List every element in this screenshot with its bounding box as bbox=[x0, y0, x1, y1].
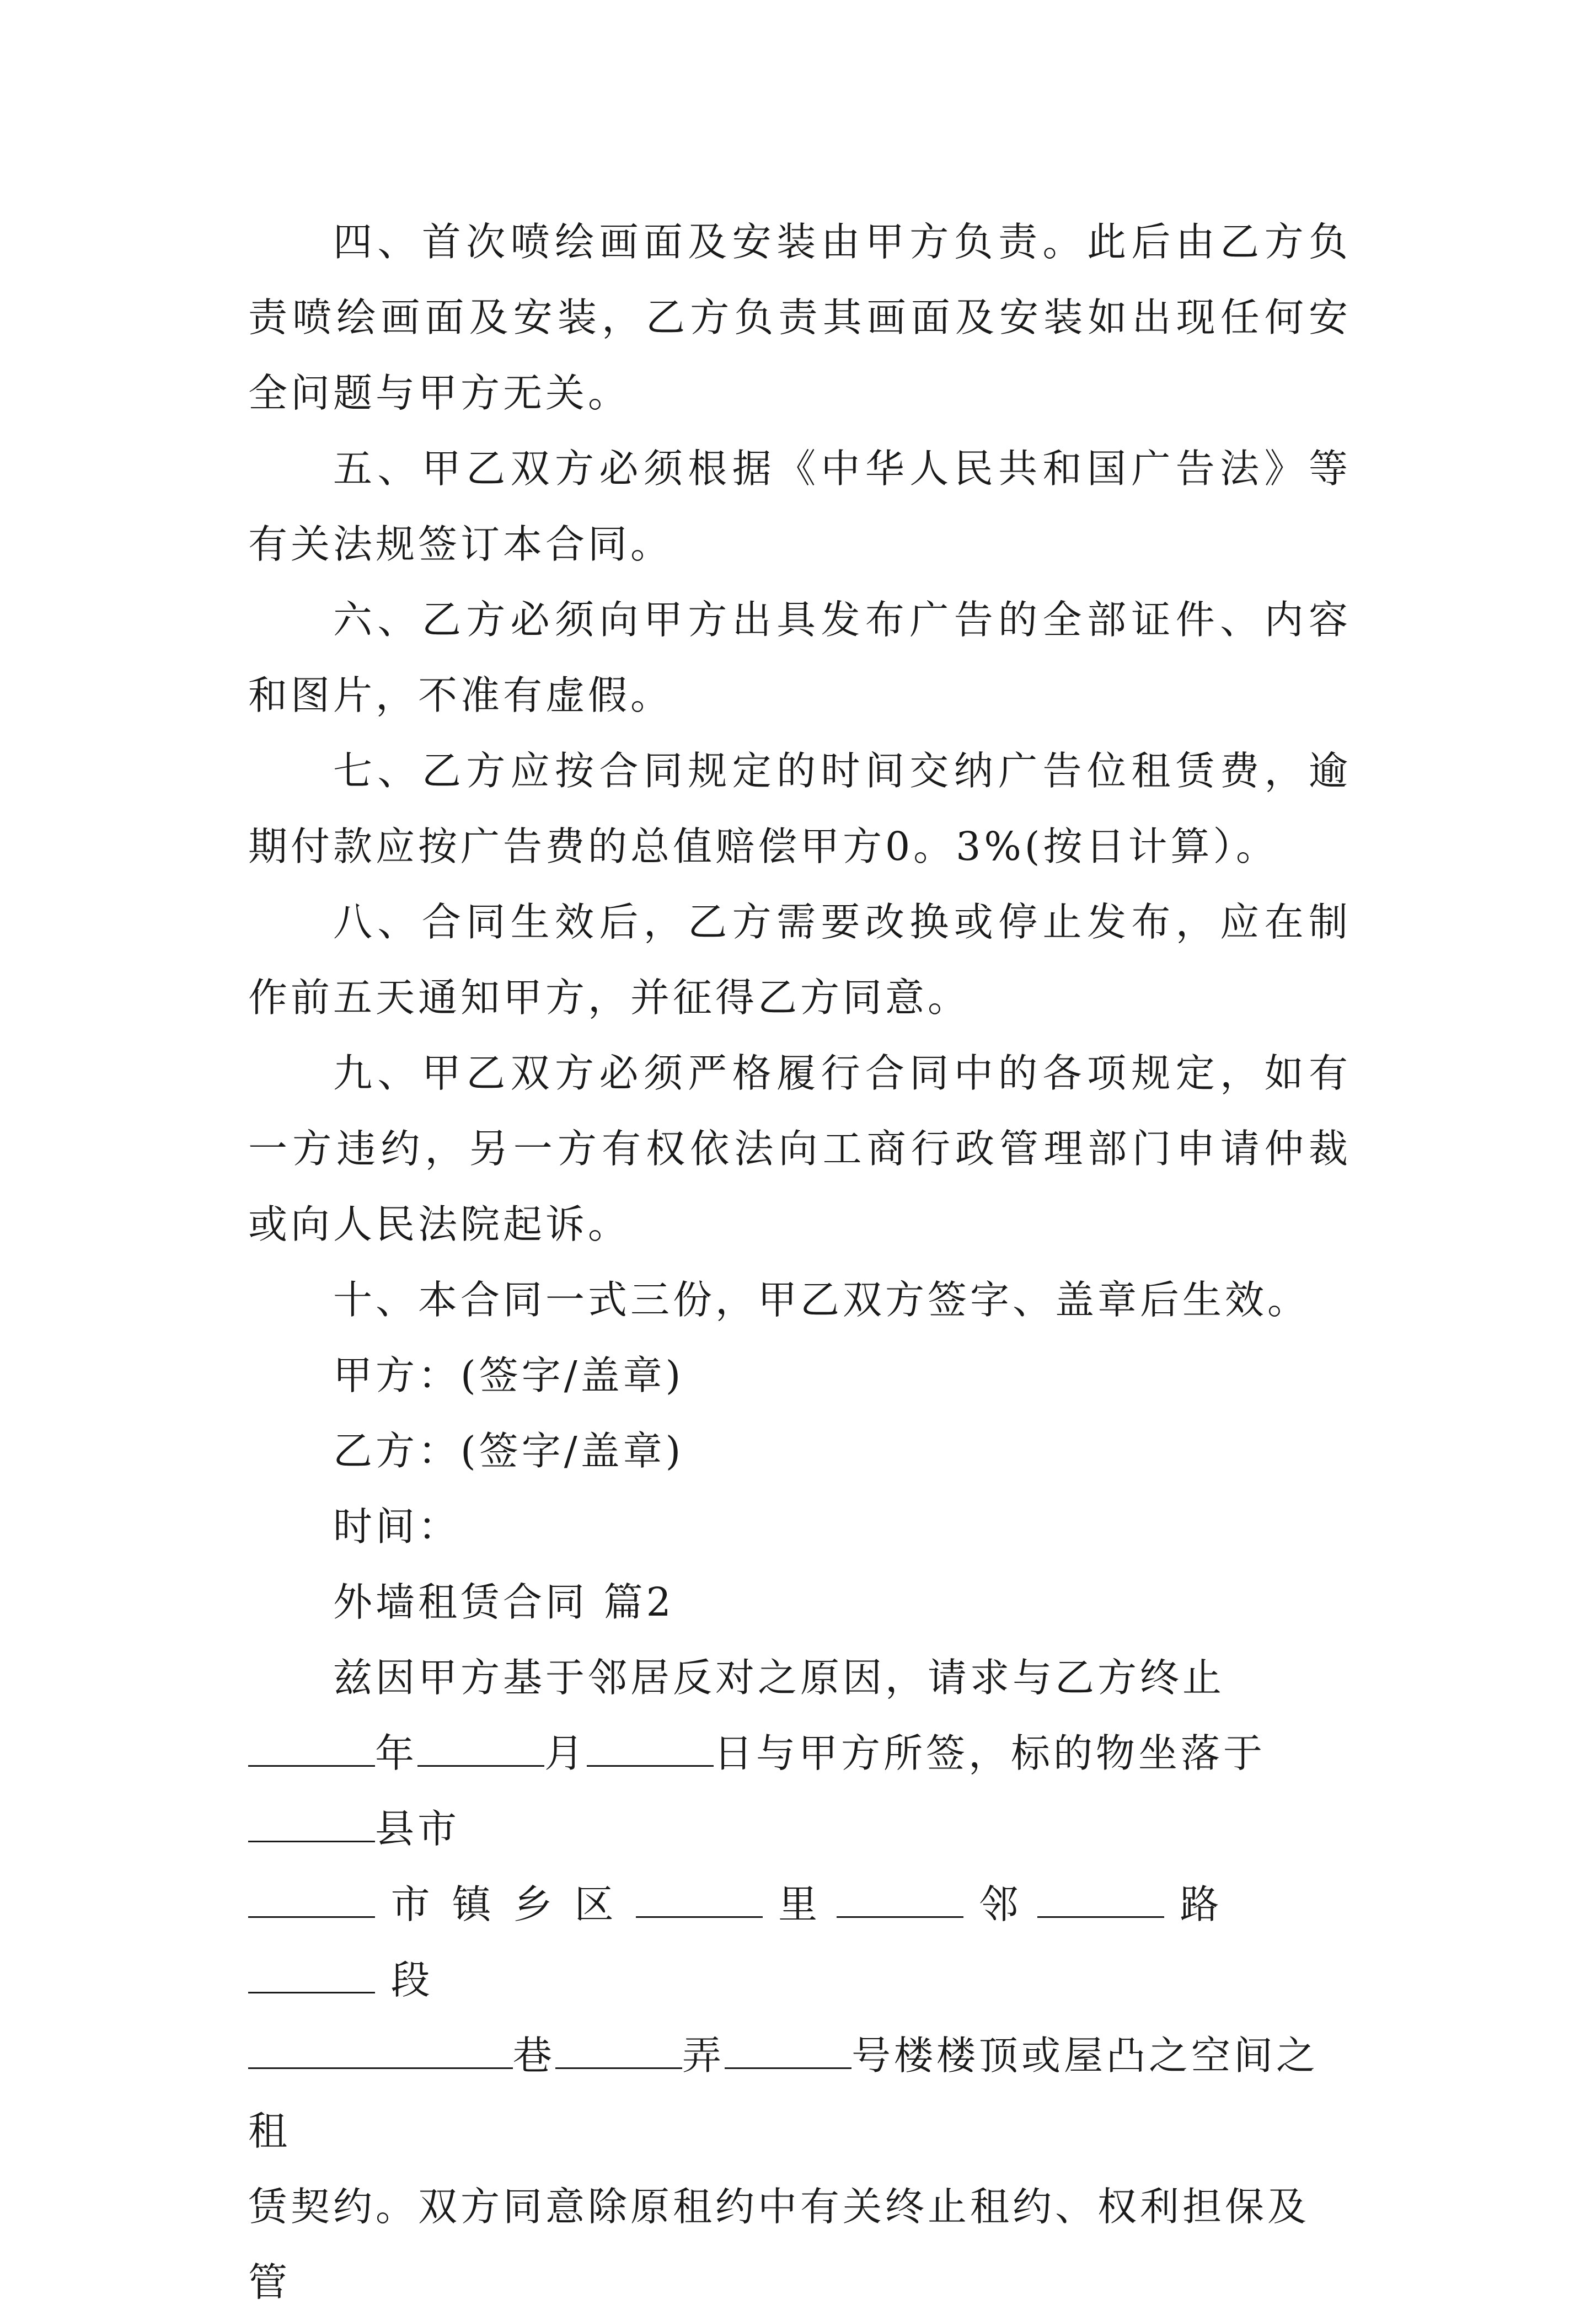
clause-6: 六、乙方必须向甲方出具发布广告的全部证件、内容和图片，不准有虚假。 bbox=[248, 597, 1351, 718]
blank-field[interactable] bbox=[248, 1959, 375, 1993]
section-title: 外墙租赁合同 篇2 bbox=[333, 1579, 674, 1625]
termination-text-3: 号楼楼顶或屋凸之空间之租 bbox=[248, 2033, 1319, 2154]
clause-9: 九、甲乙双方必须严格履行合同中的各项规定，如有一方违约，另一方有权依法向工商行政管理部门申请仲裁或向人民法院起诉。 bbox=[248, 1050, 1351, 1247]
blank-field[interactable] bbox=[417, 1732, 544, 1767]
termination-lane: 巷 bbox=[513, 2033, 556, 2078]
blank-field[interactable] bbox=[248, 1808, 375, 1842]
clause-7: 七、乙方应按合同规定的时间交纳广告位租赁费，逾期付款应按广告费的总值赔偿甲方0。3%(按日计算）。 bbox=[248, 748, 1351, 869]
clause-10: 十、本合同一式三份，甲乙双方签字、盖章后生效。 bbox=[333, 1277, 1310, 1323]
termination-clause bbox=[248, 1640, 1351, 2320]
termination-alley: 弄 bbox=[682, 2033, 725, 2078]
blank-field[interactable] bbox=[248, 2034, 513, 2069]
blank-field[interactable] bbox=[837, 1883, 963, 1918]
blank-field[interactable] bbox=[555, 2034, 682, 2069]
termination-text-4: 赁契约。双方同意除原租约中有关终止租约、权利担保及管 bbox=[248, 2184, 1310, 2305]
blank-field[interactable] bbox=[725, 2034, 851, 2069]
termination-month: 月 bbox=[544, 1730, 587, 1776]
termination-section: 段 bbox=[390, 1957, 433, 2003]
date-line: 时间： bbox=[333, 1504, 461, 1549]
termination-text-1: 兹因甲方基于邻居反对之原因，请求与乙方终止 bbox=[333, 1655, 1225, 1701]
termination-district: 市镇乡区 bbox=[390, 1881, 636, 1927]
blank-field[interactable] bbox=[587, 1732, 714, 1767]
document-body bbox=[248, 204, 1351, 2320]
termination-li: 里 bbox=[778, 1881, 821, 1927]
termination-year: 年 bbox=[375, 1730, 418, 1776]
blank-field[interactable] bbox=[636, 1883, 763, 1918]
termination-text-2: 日与甲方所签，标的物坐落于 bbox=[714, 1730, 1266, 1776]
blank-field[interactable] bbox=[248, 1883, 375, 1918]
clause-4: 四、首次喷绘画面及安装由甲方负责。此后由乙方负责喷绘画面及安装，乙方负责其画面及安装如出现任何安全问题与甲方无关。 bbox=[248, 219, 1351, 416]
termination-county: 县市 bbox=[375, 1806, 460, 1852]
blank-field[interactable] bbox=[1037, 1883, 1164, 1918]
termination-road: 路 bbox=[1180, 1881, 1223, 1927]
clause-5: 五、甲乙双方必须根据《中华人民共和国广告法》等有关法规签订本合同。 bbox=[248, 446, 1351, 567]
party-b-signature: 乙方：(签字/盖章) bbox=[333, 1428, 684, 1474]
blank-field[interactable] bbox=[248, 1732, 375, 1767]
clause-8: 八、合同生效后，乙方需要改换或停止发布，应在制作前五天通知甲方，并征得乙方同意。 bbox=[248, 899, 1351, 1020]
party-a-signature: 甲方：(签字/盖章) bbox=[333, 1353, 684, 1398]
termination-lin: 邻 bbox=[979, 1881, 1022, 1927]
